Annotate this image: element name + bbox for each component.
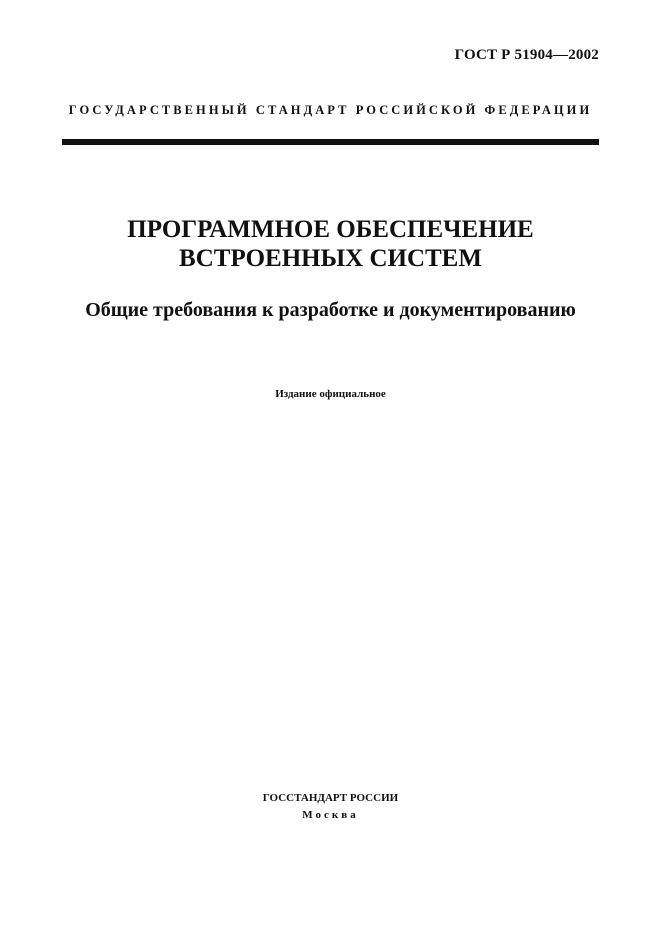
heading-rule [62,139,599,145]
title-line-2: ВСТРОЕННЫХ СИСТЕМ [179,245,482,272]
title-line-1: ПРОГРАММНОЕ ОБЕСПЕЧЕНИЕ [127,216,534,243]
state-standard-heading: ГОСУДАРСТВЕННЫЙ СТАНДАРТ РОССИЙСКОЙ ФЕДЕРАЦИИ [68,103,593,117]
edition-note: Издание официальное [275,388,386,400]
document-number: ГОСТ Р 51904—2002 [454,47,599,63]
document-subtitle: Общие требования к разработке и документированию [85,299,576,321]
publication-city: Москва [302,809,359,821]
publisher-name: ГОССТАНДАРТ РОССИИ [262,792,399,804]
document-title [0,215,661,273]
